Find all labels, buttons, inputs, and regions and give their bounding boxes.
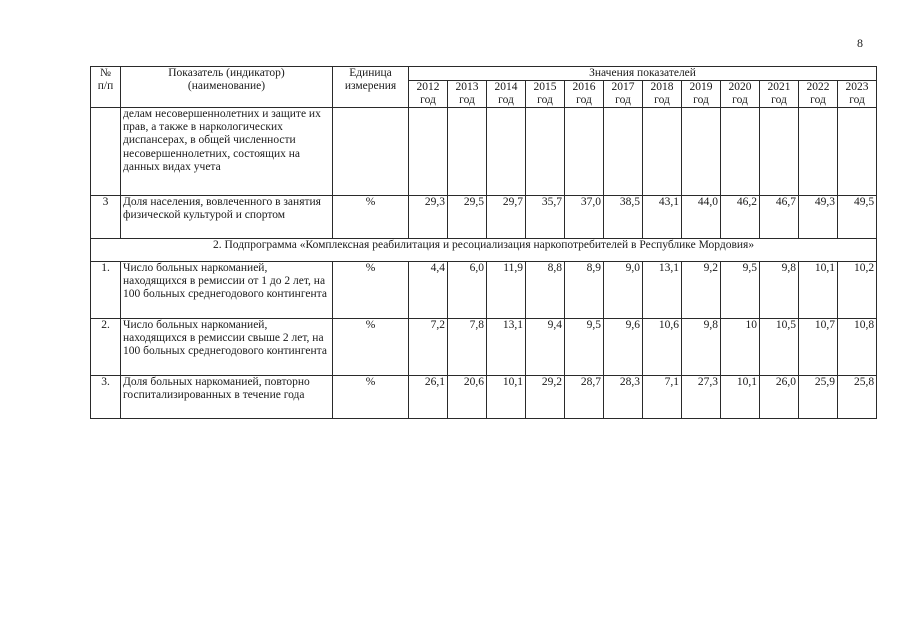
header-unit: Единица измерения — [333, 67, 409, 108]
indicator-name: Число больных наркоманией, находящихся в ремиссии свыше 2 лет, на 100 больных среднегодового контингента — [121, 319, 333, 376]
value-cell: 43,1 — [643, 196, 682, 239]
value-cell — [643, 108, 682, 196]
header-year: 2020 год — [721, 81, 760, 108]
value-cell: 44,0 — [682, 196, 721, 239]
header-year: 2023 год — [838, 81, 877, 108]
value-cell: 7,1 — [643, 376, 682, 419]
value-cell: 10,1 — [487, 376, 526, 419]
value-cell — [799, 108, 838, 196]
table-row — [91, 319, 877, 376]
header-year: 2013 год — [448, 81, 487, 108]
value-cell — [487, 108, 526, 196]
value-cell: 9,0 — [604, 262, 643, 319]
value-cell: 27,3 — [682, 376, 721, 419]
unit-cell: % — [333, 262, 409, 319]
section-row — [91, 239, 877, 262]
value-cell: 13,1 — [487, 319, 526, 376]
header-year: 2017 год — [604, 81, 643, 108]
value-cell: 8,8 — [526, 262, 565, 319]
value-cell: 9,4 — [526, 319, 565, 376]
value-cell: 29,3 — [409, 196, 448, 239]
value-cell: 10,5 — [760, 319, 799, 376]
value-cell — [604, 108, 643, 196]
value-cell: 10 — [721, 319, 760, 376]
value-cell: 8,9 — [565, 262, 604, 319]
value-cell: 37,0 — [565, 196, 604, 239]
header-year: 2012 год — [409, 81, 448, 108]
unit-cell: % — [333, 196, 409, 239]
value-cell: 28,3 — [604, 376, 643, 419]
value-cell: 29,5 — [448, 196, 487, 239]
value-cell: 10,2 — [838, 262, 877, 319]
section-title: 2. Подпрограмма «Комплексная реабилитация и ресоциализация наркопотребителей в Республике Мордовия» — [91, 239, 877, 262]
value-cell: 46,7 — [760, 196, 799, 239]
value-cell: 25,8 — [838, 376, 877, 419]
header-year: 2014 год — [487, 81, 526, 108]
indicator-name: делам несовершеннолетних и защите их прав, а также в наркологических диспансерах, в общей численности несовершеннолетних, состоящих на данных видах учета — [121, 108, 333, 196]
header-num: № п/п — [91, 67, 121, 108]
header-row — [91, 67, 877, 81]
row-number: 2. — [91, 319, 121, 376]
value-cell: 6,0 — [448, 262, 487, 319]
header-year: 2019 год — [682, 81, 721, 108]
value-cell: 11,9 — [487, 262, 526, 319]
value-cell: 38,5 — [604, 196, 643, 239]
value-cell — [565, 108, 604, 196]
value-cell: 10,8 — [838, 319, 877, 376]
value-cell: 10,1 — [799, 262, 838, 319]
value-cell: 10,1 — [721, 376, 760, 419]
value-cell — [682, 108, 721, 196]
value-cell: 10,7 — [799, 319, 838, 376]
value-cell: 49,5 — [838, 196, 877, 239]
value-cell — [448, 108, 487, 196]
value-cell — [526, 108, 565, 196]
row-number: 1. — [91, 262, 121, 319]
value-cell: 29,2 — [526, 376, 565, 419]
value-cell — [838, 108, 877, 196]
value-cell — [721, 108, 760, 196]
header-values: Значения показателей — [409, 67, 877, 81]
header-indicator: Показатель (индикатор) (наименование) — [121, 67, 333, 108]
row-number: 3. — [91, 376, 121, 419]
value-cell — [409, 108, 448, 196]
value-cell: 9,8 — [682, 319, 721, 376]
page-number: 8 — [857, 36, 863, 50]
row-number — [91, 108, 121, 196]
indicator-name: Доля населения, вовлеченного в занятия физической культурой и спортом — [121, 196, 333, 239]
value-cell: 9,6 — [604, 319, 643, 376]
value-cell: 29,7 — [487, 196, 526, 239]
value-cell: 26,1 — [409, 376, 448, 419]
value-cell: 7,2 — [409, 319, 448, 376]
value-cell: 7,8 — [448, 319, 487, 376]
row-number: 3 — [91, 196, 121, 239]
value-cell: 25,9 — [799, 376, 838, 419]
unit-cell — [333, 108, 409, 196]
table-row — [91, 196, 877, 239]
value-cell: 9,5 — [565, 319, 604, 376]
header-year: 2015 год — [526, 81, 565, 108]
table-row — [91, 262, 877, 319]
header-year: 2018 год — [643, 81, 682, 108]
value-cell: 26,0 — [760, 376, 799, 419]
value-cell: 20,6 — [448, 376, 487, 419]
indicator-name: Число больных наркоманией, находящихся в ремиссии от 1 до 2 лет, на 100 больных среднегодового контингента — [121, 262, 333, 319]
unit-cell: % — [333, 319, 409, 376]
header-year: 2021 год — [760, 81, 799, 108]
indicators-table — [90, 66, 877, 419]
value-cell: 49,3 — [799, 196, 838, 239]
value-cell: 4,4 — [409, 262, 448, 319]
value-cell: 9,5 — [721, 262, 760, 319]
value-cell — [760, 108, 799, 196]
table-row — [91, 108, 877, 196]
header-year: 2016 год — [565, 81, 604, 108]
value-cell: 28,7 — [565, 376, 604, 419]
table-row — [91, 376, 877, 419]
header-year: 2022 год — [799, 81, 838, 108]
value-cell: 35,7 — [526, 196, 565, 239]
value-cell: 46,2 — [721, 196, 760, 239]
value-cell: 13,1 — [643, 262, 682, 319]
value-cell: 10,6 — [643, 319, 682, 376]
value-cell: 9,8 — [760, 262, 799, 319]
indicator-name: Доля больных наркоманией, повторно госпитализированных в течение года — [121, 376, 333, 419]
unit-cell: % — [333, 376, 409, 419]
value-cell: 9,2 — [682, 262, 721, 319]
